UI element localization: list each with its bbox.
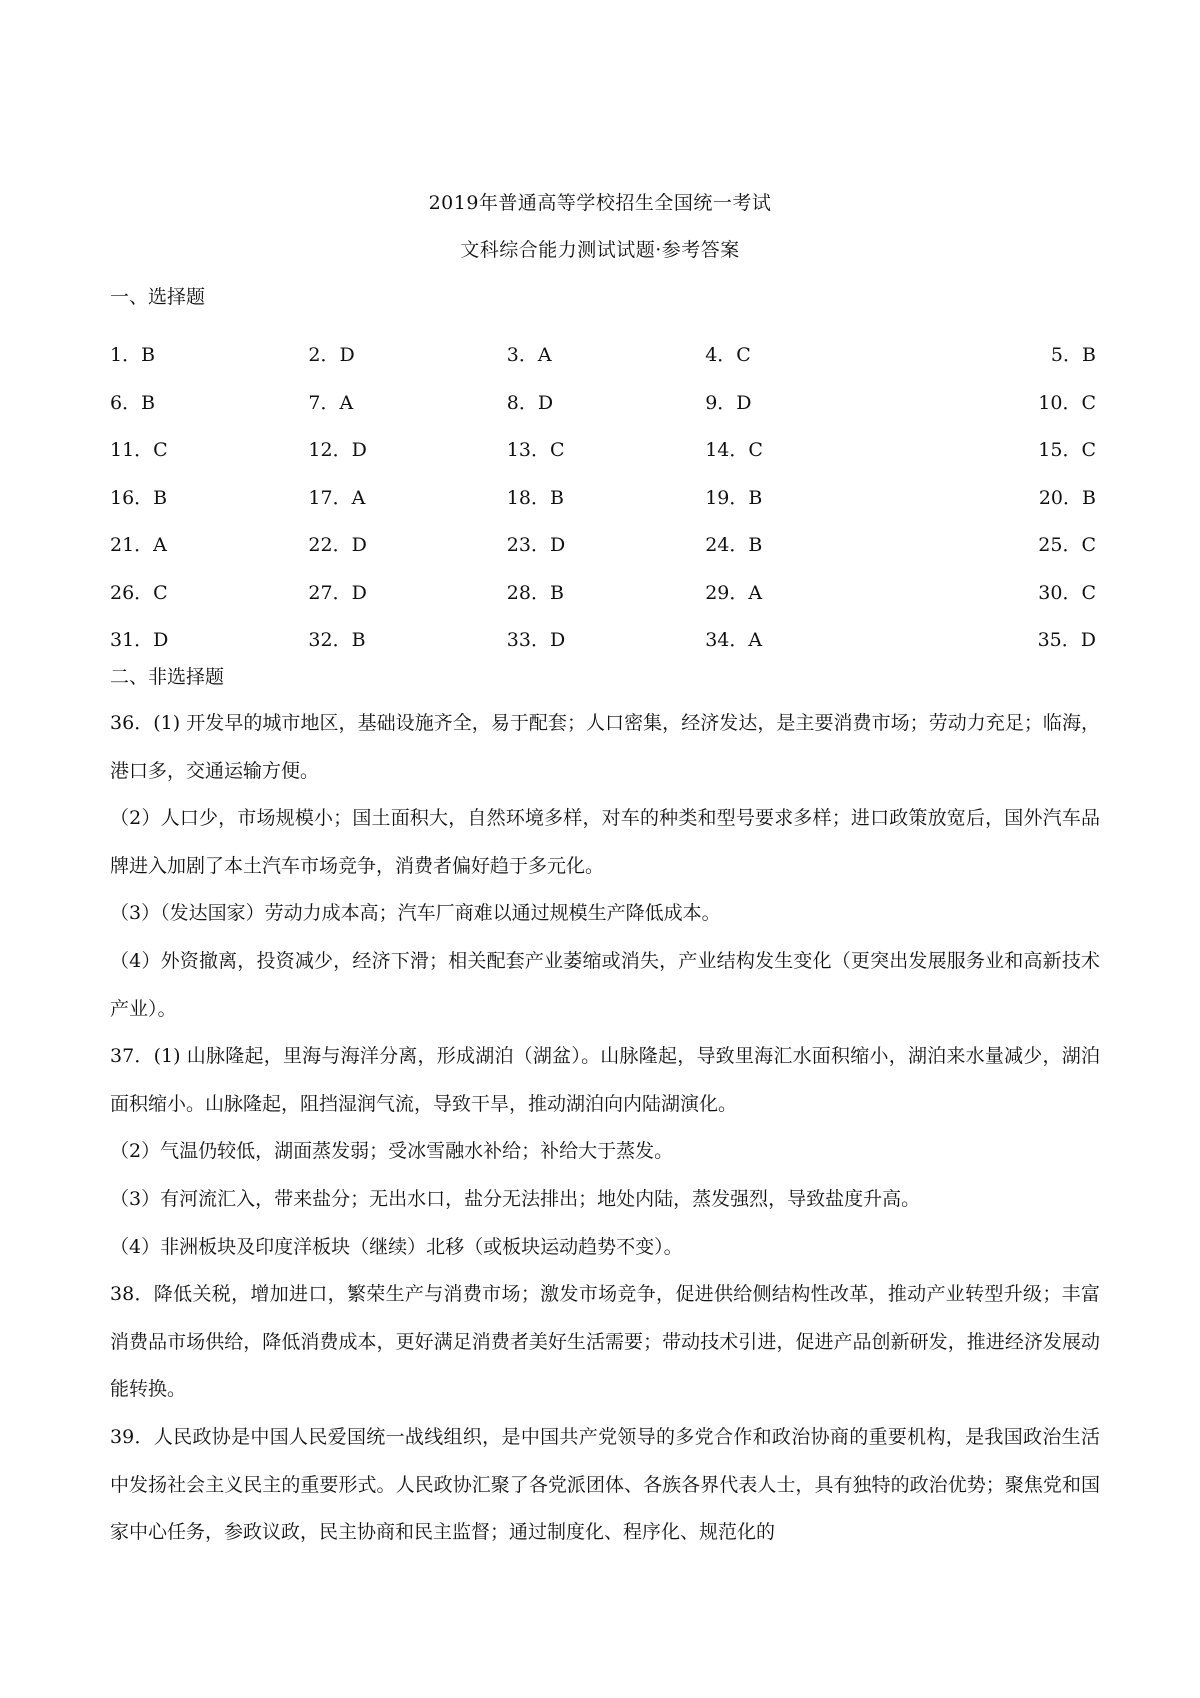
answer-cell: 17．A [308, 486, 366, 509]
answer-cell: 31．D [110, 629, 169, 652]
answer-paragraph: 36．(1) 开发早的城市地区，基础设施齐全，易于配套；人口密集，经济发达，是主要消费市场；劳动力充足；临海，港口多，交通运输方便。 [110, 712, 1100, 782]
answer-paragraph: （3）有河流汇入，带来盐分；无出水口，盐分无法排出；地处内陆，蒸发强烈，导致盐度升高。 [110, 1187, 921, 1210]
answer-cell: 27．D [308, 581, 367, 604]
answer-row [110, 520, 1102, 568]
answer-cell: 24．B [705, 534, 763, 557]
answer-row [110, 425, 1102, 473]
answer-row [110, 473, 1102, 521]
answer-cell: 2．D [308, 344, 355, 367]
answer-cell: 22．D [308, 534, 367, 557]
answer-row [110, 615, 1102, 663]
answer-cell: 23．D [506, 534, 566, 557]
answer-cell: 9．D [705, 391, 752, 414]
answer-cell: 15．C [1038, 439, 1096, 462]
document-subtitle: 文科综合能力测试试题·参考答案 [460, 239, 740, 261]
answer-cell: 30．C [1038, 581, 1096, 604]
answer-cell: 1．B [110, 344, 156, 367]
answer-cell: 10．C [1038, 391, 1096, 414]
answer-cell: 20．B [1038, 486, 1096, 509]
answer-cell: 26．C [110, 581, 168, 604]
answer-paragraph: 39．人民政协是中国人民爱国统一战线组织，是中国共产党领导的多党合作和政治协商的重要机构，是我国政治生活中发扬社会主义民主的重要形式。人民政协汇聚了各党派团体、各族各界代表人士，具有独特的政治优势；聚焦党和国家中心任务，参政议政，民主协商和民主监督；通过制度化、程序化、规范化的 [110, 1425, 1100, 1544]
answer-paragraph: （4）非洲板块及印度洋板块（继续）北移（或板块运动趋势不变）。 [110, 1235, 683, 1258]
answer-paragraphs [110, 700, 1100, 1557]
answer-cell: 13．C [506, 439, 565, 462]
answer-cell: 25．C [1038, 534, 1096, 557]
answer-row [110, 568, 1102, 616]
answer-cell: 19．B [705, 486, 763, 509]
answer-row [110, 330, 1102, 378]
section-heading-nonchoice: 二、非选择题 [110, 666, 225, 688]
answer-cell: 11．C [110, 439, 168, 462]
answer-cell: 18．B [506, 486, 564, 509]
answer-paragraph: 37．(1) 山脉隆起，里海与海洋分离，形成湖泊（湖盆）。山脉隆起，导致里海汇水面积缩小，湖泊来水量减少，湖泊面积缩小。山脉隆起，阻挡湿润气流，导致干旱，推动湖泊向内陆湖演化。 [110, 1045, 1100, 1115]
answer-cell: 12．D [308, 439, 367, 462]
answer-paragraph: （2）人口少，市场规模小；国土面积大，自然环境多样，对车的种类和型号要求多样；进口政策放宽后，国外汽车品牌进入加剧了本土汽车市场竞争，消费者偏好趋于多元化。 [110, 807, 1100, 877]
answer-cell: 34．A [705, 629, 763, 652]
answer-cell: 5．B [1050, 344, 1096, 367]
section-heading-choice: 一、选择题 [110, 286, 206, 308]
answer-cell: 35．D [1037, 629, 1096, 652]
answer-cell: 3．A [506, 344, 552, 367]
answer-row [110, 378, 1102, 426]
answer-cell: 8．D [506, 391, 554, 414]
answer-paragraph: （2）气温仍较低，湖面蒸发弱；受冰雪融水补给；补给大于蒸发。 [110, 1140, 674, 1163]
document-title: 2019年普通高等学校招生全国统一考试 [428, 192, 772, 214]
answer-cell: 32．B [308, 629, 366, 652]
answer-cell: 33．D [506, 629, 566, 652]
answer-cell: 7．A [308, 391, 354, 414]
answer-cell: 6．B [110, 391, 156, 414]
answer-cell: 21．A [110, 534, 167, 557]
answer-cell: 4．C [705, 344, 751, 367]
answer-cell: 14．C [705, 439, 763, 462]
answer-cell: 29．A [705, 581, 763, 604]
answer-cell: 28．B [506, 581, 564, 604]
answer-paragraph: 38．降低关税，增加进口，繁荣生产与消费市场；激发市场竞争，促进供给侧结构性改革，推动产业转型升级；丰富消费品市场供给，降低消费成本，更好满足消费者美好生活需要；带动技术引进，促进产品创新研发，推进经济发展动能转换。 [110, 1283, 1100, 1401]
answer-paragraph: （3）（发达国家）劳动力成本高；汽车厂商难以通过规模生产降低成本。 [110, 902, 721, 925]
answer-grid [110, 330, 1102, 663]
answer-cell: 16．B [110, 486, 168, 509]
answer-paragraph: （4）外资撤离，投资减少，经济下滑；相关配套产业萎缩或消失，产业结构发生变化（更突出发展服务业和高新技术产业）。 [110, 949, 1100, 1020]
